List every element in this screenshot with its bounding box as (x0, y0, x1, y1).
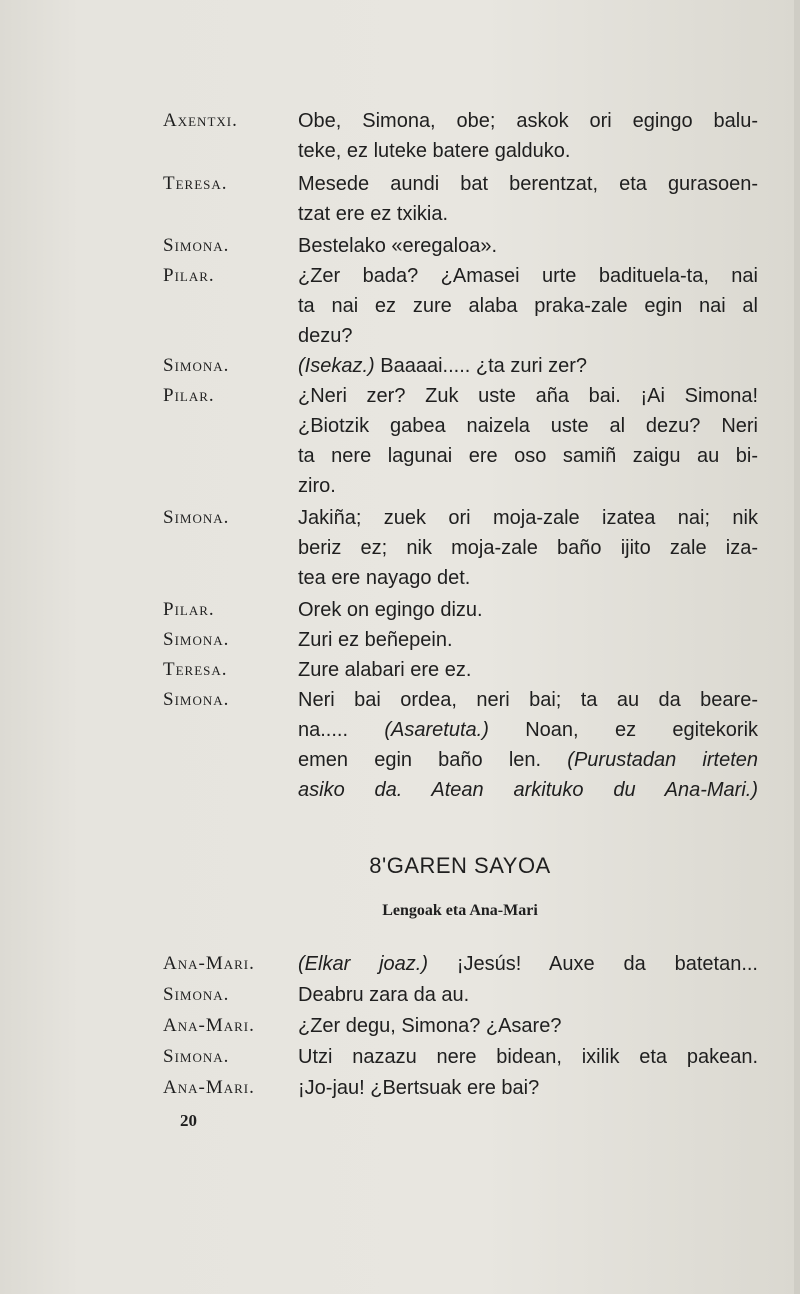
speaker-name: Teresa. (163, 173, 228, 194)
speaker-name: Simona. (163, 629, 230, 650)
line-text-post: Noan, ez egitekorik (525, 719, 759, 741)
dialogue-line (163, 629, 763, 659)
dialogue-line (163, 719, 763, 749)
dialogue-line (163, 235, 763, 265)
line-text: Mesede aundi bat berentzat, eta gurasoen- (298, 173, 758, 195)
line-text: Zuri ez beñepein. (298, 629, 453, 651)
stage-direction: (Purustadan irteten (567, 749, 759, 771)
dialogue-line (163, 567, 763, 597)
line-text (298, 953, 758, 976)
speaker-name: Simona. (163, 355, 230, 376)
stage-direction: (Asaretuta.) (384, 719, 489, 741)
line-text: Obe, Simona, obe; askok ori egingo balu- (298, 110, 758, 132)
line-text: ¿Zer bada? ¿Amasei urte badituela-ta, nai (298, 265, 758, 287)
page-number: 20 (180, 1111, 197, 1130)
dialogue-line (163, 537, 763, 567)
dialogue-line (163, 953, 763, 983)
dialogue-line (163, 173, 763, 203)
dialogue-line (163, 984, 763, 1014)
line-text: Jakiña; zuek ori moja-zale izatea nai; nik (298, 507, 758, 529)
speaker-name: Simona. (163, 235, 230, 256)
line-text: beriz ez; nik moja-zale baño ijito zale iza- (298, 537, 758, 559)
line-text: tea ere nayago det. (298, 567, 471, 589)
dialogue-line (163, 1077, 763, 1107)
speaker-name: Simona. (163, 984, 230, 1005)
line-text: teke, ez luteke batere galduko. (298, 140, 571, 162)
stage-direction: (Elkar joaz.) (298, 953, 428, 975)
dialogue-line (163, 415, 763, 445)
dialogue-line (163, 203, 763, 233)
line-text-rest: ¡Jesús! Auxe da batetan... (456, 953, 758, 975)
dialogue-line (163, 689, 763, 719)
speaker-name: Ana-Mari. (163, 953, 255, 974)
line-text: Deabru zara da au. (298, 984, 470, 1006)
dialogue-line (163, 445, 763, 475)
stage-direction: asiko da. Atean arkituko du Ana-Mari.) (298, 779, 758, 801)
line-text: dezu? (298, 325, 353, 347)
dialogue-line (163, 355, 763, 385)
line-text-pre: na..... (298, 719, 349, 741)
line-text: ¡Jo-jau! ¿Bertsuak ere bai? (298, 1077, 540, 1099)
speaker-name: Simona. (163, 507, 230, 528)
line-text: tzat ere ez txikia. (298, 203, 449, 225)
line-text: Bestelako «eregaloa». (298, 235, 498, 257)
speaker-name: Teresa. (163, 659, 228, 680)
line-text (298, 355, 758, 378)
dialogue-line (163, 779, 763, 809)
speaker-name: Simona. (163, 1046, 230, 1067)
dialogue-line (163, 1015, 763, 1045)
dialogue-line (163, 385, 763, 415)
dialogue-line (163, 295, 763, 325)
dialogue-line (163, 475, 763, 505)
dialogue-line (163, 110, 763, 140)
stage-direction: (Isekaz.) (298, 355, 375, 377)
line-text: Orek on egingo dizu. (298, 599, 483, 621)
line-text: Utzi nazazu nere bidean, ixilik eta pakean. (298, 1046, 758, 1068)
line-text: Zure alabari ere ez. (298, 659, 472, 681)
speaker-name: Ana-Mari. (163, 1015, 255, 1036)
scene-title: 8'GAREN SAYOA (369, 853, 551, 878)
dialogue-line (163, 265, 763, 295)
speaker-name: Pilar. (163, 385, 215, 406)
speaker-name: Pilar. (163, 599, 215, 620)
dialogue-line (163, 749, 763, 779)
line-text: ¿Biotzik gabea naizela uste al dezu? Neri (298, 415, 758, 437)
line-text: ¿Neri zer? Zuk uste aña bai. ¡Ai Simona! (298, 385, 758, 407)
line-text: ta nere lagunai ere oso samiñ zaigu au bi- (298, 445, 758, 467)
dialogue-line (163, 140, 763, 170)
line-text-rest: Baaaai..... ¿ta zuri zer? (380, 355, 588, 377)
dialogue-line (163, 599, 763, 629)
dialogue-line (163, 325, 763, 355)
line-text: ta nai ez zure alaba praka-zale egin nai al (298, 295, 758, 317)
speaker-name: Simona. (163, 689, 230, 710)
speaker-name: Pilar. (163, 265, 215, 286)
line-text (298, 749, 758, 772)
dialogue-line (163, 659, 763, 689)
line-text: Neri bai ordea, neri bai; ta au da beare- (298, 689, 758, 711)
line-text-pre: emen egin baño len. (298, 749, 542, 771)
line-text (298, 719, 758, 742)
dialogue-line (163, 507, 763, 537)
line-text: ¿Zer degu, Simona? ¿Asare? (298, 1015, 562, 1037)
dialogue-line (163, 1046, 763, 1076)
scene-subtitle: Lengoak eta Ana-Mari (382, 902, 538, 919)
speaker-name: Axentxi. (163, 110, 238, 131)
speaker-name: Ana-Mari. (163, 1077, 255, 1098)
line-text: ziro. (298, 475, 336, 497)
